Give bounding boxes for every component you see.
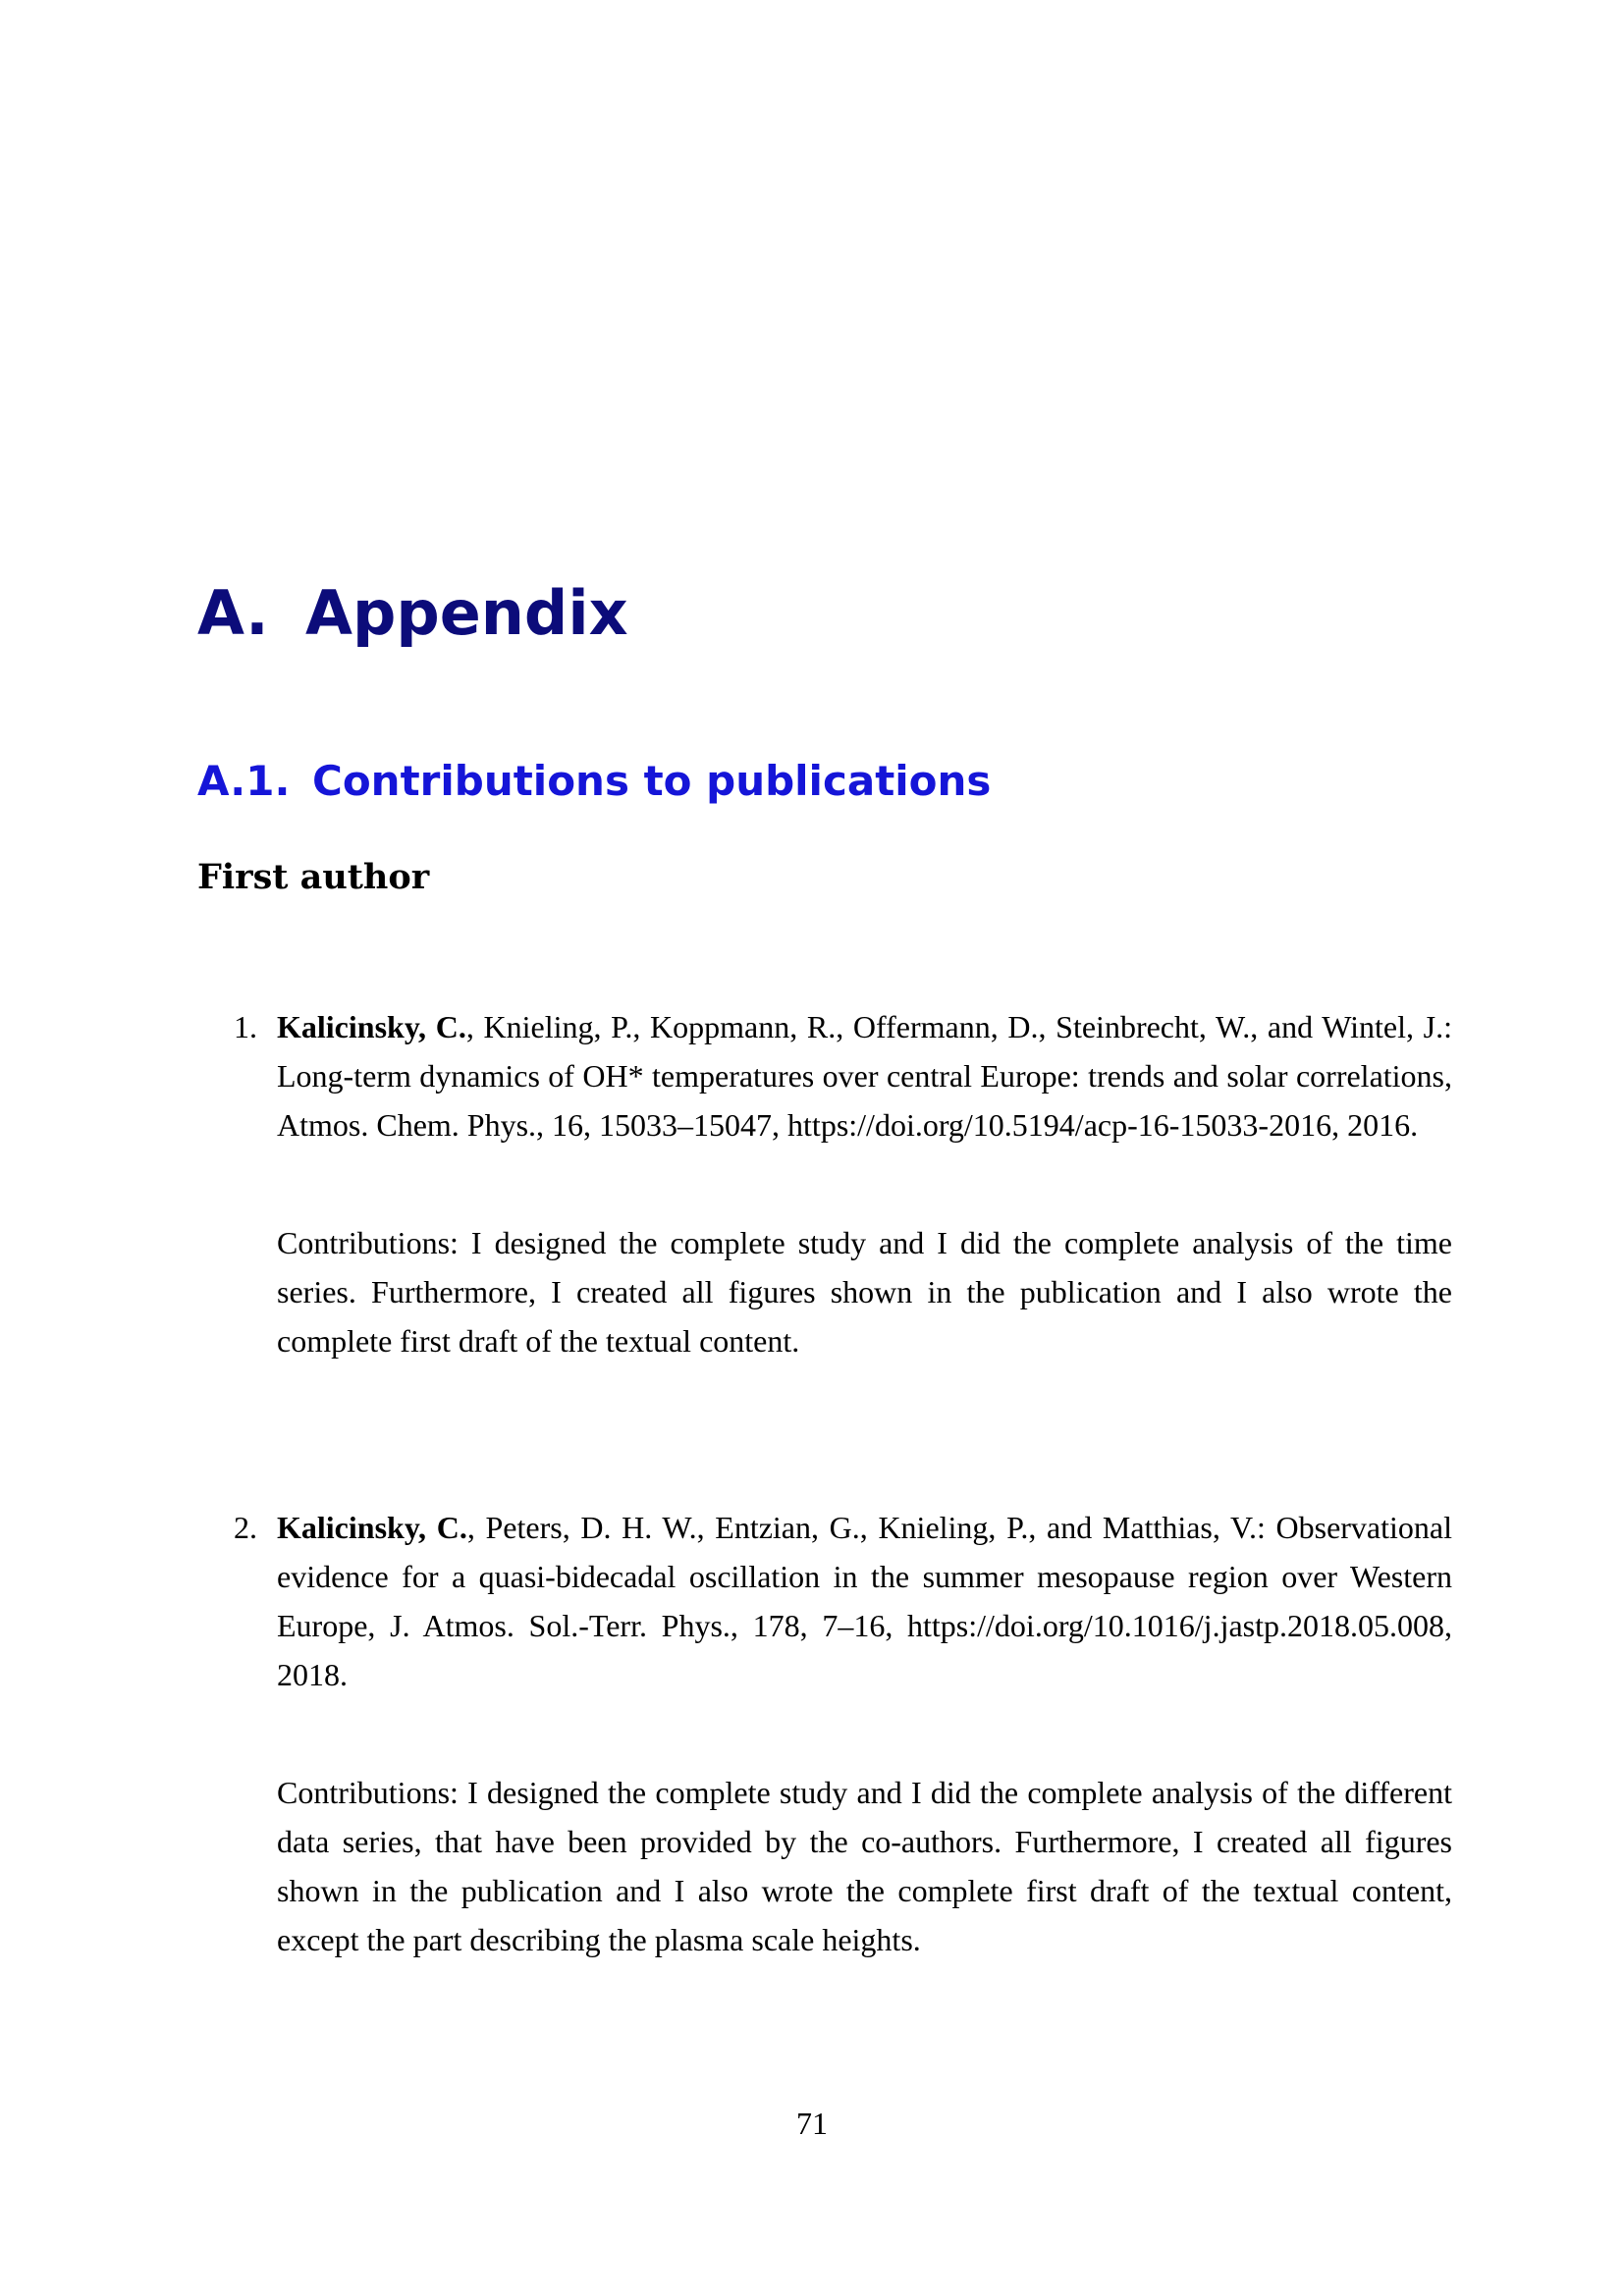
publication-citation <box>277 1002 1452 1149</box>
publication-number: 1. <box>234 1009 257 1044</box>
citation-rest: , Peters, D. H. W., Entzian, G., Knieling, P., and Matthias, V.: Observational evidence for a quasi-bidecadal oscillation in the summer mesopause region over Western Europe, J. Atmos. Sol.-Terr. Phys., 178, 7–16, https://doi.org/10.1016/j.jastp.2018.05.008, 2018. <box>277 1510 1453 1692</box>
section-number: A.1. <box>197 757 291 805</box>
chapter-title <box>197 577 628 650</box>
lead-author: Kalicinsky, C. <box>277 1510 467 1545</box>
section-title <box>197 756 991 807</box>
publication-number: 2. <box>234 1510 257 1545</box>
publication-citation <box>277 1503 1452 1699</box>
section-title-text: Contributions to publications <box>312 757 992 805</box>
citation-rest: , Knieling, P., Koppmann, R., Offermann, D., Steinbrecht, W., and Wintel, J.: Long-term dynamics of OH* temperatures over central Europe: trends and solar correlations, Atmos. Chem. Phys., 16, 15033–15047, https://doi.org/10.5194/acp-16-15033-2016, 2016. <box>277 1009 1453 1143</box>
contributions-text: Contributions: I designed the complete study and I did the complete analysis of the different data series, that have been provided by the co-authors. Furthermore, I created all figures shown in the publication and I also wrote the complete first draft of the textual content, except the part describing the plasma scale heights. <box>277 1775 1452 1957</box>
contributions-text: Contributions: I designed the complete study and I did the complete analysis of the time series. Furthermore, I created all figures shown in the publication and I also wrote the complete first draft of the textual content. <box>277 1225 1452 1359</box>
chapter-number: A. <box>197 577 269 649</box>
chapter-title-text: Appendix <box>305 577 628 649</box>
page-number: 71 <box>796 2106 828 2141</box>
first-author-heading: First author <box>197 857 430 897</box>
lead-author: Kalicinsky, C. <box>277 1009 466 1044</box>
publication-item <box>234 1002 1453 1365</box>
publication-item <box>234 1503 1453 1964</box>
